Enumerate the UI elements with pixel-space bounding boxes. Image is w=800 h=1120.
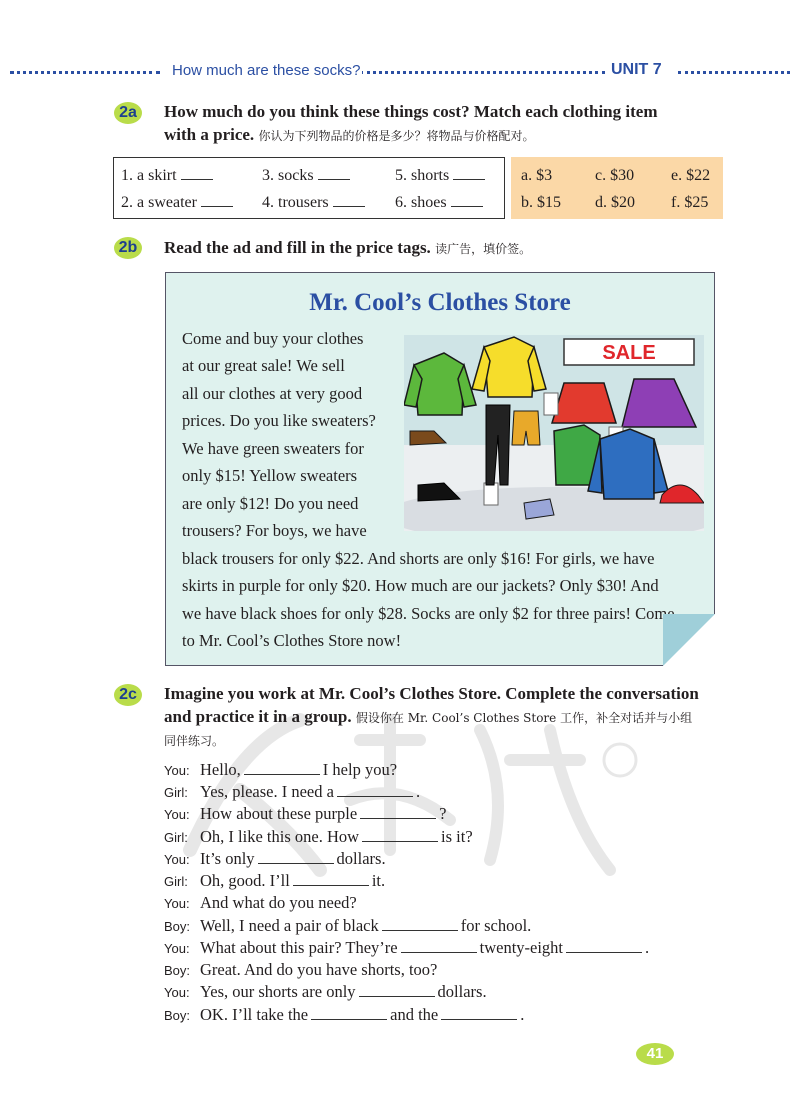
speaker-label: Girl: (164, 830, 188, 845)
section-badge-2b: 2b (114, 237, 142, 259)
instruction-2b-en: Read the ad and fill in the price tags. (164, 238, 431, 257)
conversation-line (164, 804, 447, 826)
ad-text-line: Come and buy your clothes (182, 329, 364, 348)
instruction-2c-en: and practice it in a group. (164, 707, 352, 726)
line-text: . (645, 938, 650, 957)
speaker-label: Boy: (164, 963, 191, 978)
conversation-line (164, 871, 385, 893)
store-ad (165, 272, 715, 666)
match-item (395, 167, 485, 185)
instruction-2a-cn: 你认为下列物品的价格是多少？将物品与价格配对。 (258, 129, 535, 143)
answer-blank[interactable] (382, 917, 458, 931)
section-badge-2a: 2a (114, 102, 142, 124)
conversation-line (164, 782, 420, 804)
line-text: Hello, (200, 760, 241, 779)
ad-text-line: at our great sale! We sell (182, 356, 345, 375)
answer-blank[interactable] (453, 167, 485, 180)
line-text: Oh, good. I’ll (200, 871, 290, 890)
speaker-label: Girl: (164, 874, 188, 889)
unit-title: How much are these socks? (172, 62, 361, 79)
ad-text-line: to Mr. Cool’s Clothes Store now! (182, 631, 402, 650)
answer-blank[interactable] (362, 828, 438, 842)
instruction-2b (164, 236, 531, 261)
line-text: for school. (460, 916, 532, 935)
ad-text-line: skirts in purple for only $20. How much are our jackets? Only $30! And (182, 576, 659, 595)
conversation-line (164, 760, 397, 782)
answer-blank[interactable] (451, 194, 483, 207)
line-text: is it? (441, 827, 473, 846)
instruction-2a-en: with a price. (164, 125, 255, 144)
answer-blank[interactable] (337, 783, 413, 797)
conversation-line (164, 849, 386, 871)
answer-blank[interactable] (359, 983, 435, 997)
speaker-label: You: (164, 941, 190, 956)
instruction-2c-line1: Imagine you work at Mr. Cool’s Clothes Store. Complete the conversation (164, 684, 699, 703)
line-text: It’s only (200, 849, 255, 868)
line-text: Well, I need a pair of black (200, 916, 379, 935)
answer-blank[interactable] (258, 850, 334, 864)
item-label: 2. a sweater (121, 194, 197, 211)
line-text: And what do you need? (200, 893, 357, 912)
line-text: OK. I’ll take the (200, 1005, 309, 1024)
clothing-items-box (113, 157, 505, 219)
line-text: dollars. (437, 982, 487, 1001)
speaker-label: You: (164, 763, 190, 778)
store-illustration (404, 335, 704, 531)
speaker-label: Girl: (164, 785, 188, 800)
answer-blank[interactable] (441, 1006, 517, 1020)
speaker-label: You: (164, 985, 190, 1000)
sale-sign-text: SALE (602, 342, 656, 364)
ad-text-line: only $15! Yellow sweaters (182, 466, 358, 485)
line-text: Oh, I like this one. How (200, 827, 360, 846)
instruction-2c-cn2: 同伴练习。 (164, 734, 225, 748)
instruction-2a (164, 100, 657, 148)
conversation-line (164, 893, 357, 915)
answer-blank[interactable] (318, 167, 350, 180)
item-label: 6. shoes (395, 194, 447, 211)
speaker-label: You: (164, 852, 190, 867)
ad-title: Mr. Cool’s Clothes Store (309, 289, 571, 316)
match-item (121, 167, 213, 185)
price-option: d. $20 (595, 194, 635, 211)
item-label: 1. a skirt (121, 167, 177, 184)
instruction-2c (164, 682, 699, 753)
price-options-box (511, 157, 723, 219)
match-item (262, 167, 350, 185)
ad-text-line: we have black shoes for only $28. Socks are only $2 for three pairs! Come (182, 604, 675, 623)
section-badge-2c: 2c (114, 684, 142, 706)
line-text: . (415, 782, 421, 801)
line-text: it. (371, 871, 386, 890)
line-text: What about this pair? They’re (200, 938, 398, 957)
answer-blank[interactable] (311, 1006, 387, 1020)
answer-blank[interactable] (244, 761, 320, 775)
line-text: . (520, 1005, 525, 1024)
conversation-line (164, 1005, 524, 1027)
instruction-2c-line2 (164, 705, 699, 730)
ad-text-line: trousers? For boys, we have (182, 521, 367, 540)
price-option: a. $3 (521, 167, 553, 184)
speaker-label: You: (164, 807, 190, 822)
conversation-line (164, 982, 487, 1004)
price-option: e. $22 (671, 167, 711, 184)
page-number: 41 (636, 1043, 674, 1065)
line-text: Yes, please. I need a (200, 782, 334, 801)
instruction-2c-cn: 假设你在 Mr. Cool’s Clothes Store 工作，补全对话并与小组 (355, 711, 693, 725)
line-text: twenty-eight (479, 938, 564, 957)
price-option: f. $25 (671, 194, 709, 211)
answer-blank[interactable] (201, 194, 233, 207)
item-label: 5. shorts (395, 167, 450, 184)
answer-blank[interactable] (333, 194, 365, 207)
line-text: and the (390, 1005, 439, 1024)
ad-text-line: all our clothes at very good (182, 384, 363, 403)
conversation-line (164, 916, 531, 938)
item-label: 4. trousers (262, 194, 329, 211)
speaker-label: Boy: (164, 919, 191, 934)
conversation-line (164, 827, 473, 849)
line-text: I help you? (322, 760, 398, 779)
line-text: Yes, our shorts are only (200, 982, 356, 1001)
speaker-label: You: (164, 896, 190, 911)
answer-blank[interactable] (360, 805, 436, 819)
answer-blank[interactable] (181, 167, 213, 180)
line-text: ? (439, 804, 447, 823)
answer-blank[interactable] (566, 939, 642, 953)
price-option: b. $15 (521, 194, 561, 211)
answer-blank[interactable] (293, 872, 369, 886)
conversation-line (164, 938, 649, 960)
instruction-2a-line2 (164, 123, 657, 148)
speaker-label: Boy: (164, 1008, 191, 1023)
unit-label: UNIT 7 (608, 61, 665, 79)
page-header (10, 60, 790, 84)
line-text: dollars. (336, 849, 386, 868)
ad-text-line: prices. Do you like sweaters? (182, 411, 376, 430)
instruction-2a-line1: How much do you think these things cost? Match each clothing item (164, 102, 658, 121)
ad-text-line: We have green sweaters for (182, 439, 364, 458)
header-dots-left (10, 71, 160, 74)
match-item (262, 194, 365, 212)
conversation-line (164, 960, 437, 982)
answer-blank[interactable] (401, 939, 477, 953)
price-option: c. $30 (595, 167, 635, 184)
instruction-2b-cn: 读广告，填价签。 (435, 242, 532, 256)
item-label: 3. socks (262, 167, 314, 184)
match-item (121, 194, 233, 212)
header-dots-middle (360, 71, 605, 74)
match-item (395, 194, 483, 212)
page-curl (663, 614, 715, 666)
ad-text-line: are only $12! Do you need (182, 494, 359, 513)
line-text: How about these purple (200, 804, 358, 823)
ad-text-line: black trousers for only $22. And shorts are only $16! For girls, we have (182, 549, 655, 568)
line-text: Great. And do you have shorts, too? (200, 960, 438, 979)
header-dots-right (678, 71, 790, 74)
